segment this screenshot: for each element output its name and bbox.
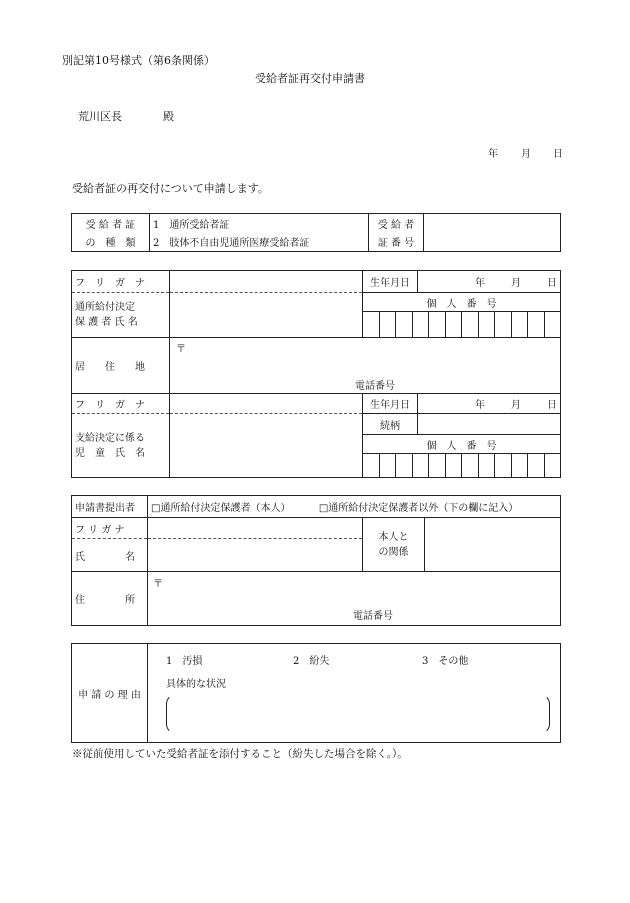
option-self-checkbox[interactable]: □通所給付決定保護者（本人）	[151, 503, 291, 514]
applicant-relation-field[interactable]	[425, 518, 561, 572]
guardian-child-table	[71, 270, 561, 478]
date-day-label: 日	[553, 149, 563, 160]
reason-detail-label: 具体的な状況	[166, 679, 226, 690]
date-month-label: 月	[521, 149, 531, 160]
cert-option-1[interactable]: 1 通所受給者証	[150, 214, 369, 233]
guardian-mynumber-label: 個 人 番 号	[363, 293, 561, 312]
guardian-dob-label: 生年月日	[363, 271, 418, 293]
reason-field	[148, 644, 561, 743]
guardian-name-label	[72, 293, 170, 338]
honorific: 殿	[163, 110, 174, 123]
cert-number-field[interactable]	[424, 214, 561, 252]
child-dob-label: 生年月日	[363, 394, 418, 414]
applicant-postal-mark: 〒	[153, 579, 163, 590]
child-name-label-1: 支給決定に係る	[75, 432, 145, 444]
applicant-address-label: 住 所	[72, 572, 148, 626]
guardian-dob-month: 月	[511, 278, 521, 289]
guardian-phone-label: 電話番号	[355, 381, 395, 392]
intro-text: 受給者証の再交付について申請します。	[72, 182, 269, 195]
guardian-name-field[interactable]	[170, 293, 363, 338]
child-dob-month: 月	[511, 400, 521, 411]
cert-type-label-1: 受 給 者 証	[72, 214, 150, 233]
guardian-dob-day: 日	[547, 278, 557, 289]
reason-option-1[interactable]: 1 汚損	[166, 656, 203, 667]
guardian-name-label-1: 通所給付決定	[75, 302, 135, 313]
child-furigana-label: フ リ ガ ナ	[72, 394, 170, 414]
child-furigana-field[interactable]	[170, 394, 363, 414]
form-number: 別記第10号様式（第6条関係）	[62, 54, 215, 67]
child-name-field[interactable]	[170, 414, 363, 478]
child-dob-day: 日	[547, 400, 557, 411]
child-mynumber-label: 個 人 番 号	[363, 435, 561, 454]
guardian-furigana-field[interactable]	[170, 271, 363, 293]
guardian-address-field[interactable]	[170, 338, 561, 394]
child-mynumber-boxes[interactable]	[363, 454, 561, 478]
child-name-label	[72, 414, 170, 478]
date-year-label: 年	[488, 149, 498, 160]
guardian-dob-field[interactable]	[418, 271, 561, 293]
guardian-postal-mark: 〒	[176, 344, 186, 355]
applicant-address-field[interactable]	[148, 572, 561, 626]
certificate-table	[71, 213, 561, 252]
applicant-relation-label-1: 本人と	[378, 531, 409, 543]
child-relation-label: 続柄	[363, 414, 418, 435]
reason-label: 申 請 の 理 由	[72, 644, 148, 743]
reason-option-3[interactable]: 3 その他	[422, 656, 469, 667]
guardian-furigana-label: フ リ ガ ナ	[72, 271, 170, 293]
applicant-name-label: 氏 名	[72, 539, 148, 572]
reason-table	[71, 643, 561, 743]
child-dob-field[interactable]	[418, 394, 561, 414]
cert-number-label-2: 証 番 号	[369, 233, 424, 252]
form-title: 受給者証再交付申請書	[255, 72, 365, 85]
cert-option-2[interactable]: 2 肢体不自由児通所医療受給者証	[150, 233, 369, 252]
applicant-relation-label	[363, 518, 425, 572]
child-relation-field[interactable]	[418, 414, 561, 435]
reason-detail-field[interactable]	[166, 694, 550, 734]
child-dob-year: 年	[475, 400, 485, 411]
applicant-table	[71, 495, 561, 626]
applicant-furigana-field[interactable]	[148, 518, 363, 539]
addressee: 荒川区長	[78, 110, 122, 123]
child-name-label-2: 児 童 氏 名	[75, 447, 145, 459]
guardian-mynumber-boxes[interactable]	[363, 312, 561, 338]
option-other-checkbox[interactable]: □通所給付決定保護者以外（下の欄に記入）	[318, 503, 519, 514]
submitter-options	[148, 496, 561, 518]
applicant-furigana-label: フ リ ガ ナ	[72, 518, 148, 539]
cert-number-label-1: 受 給 者	[369, 214, 424, 233]
applicant-name-field[interactable]	[148, 539, 363, 572]
guardian-address-label: 居 住 地	[72, 338, 170, 394]
reason-option-2[interactable]: 2 紛失	[293, 656, 330, 667]
guardian-name-label-2: 保 護 者 氏 名	[75, 317, 138, 328]
cert-type-label-2: の 種 類	[72, 233, 150, 252]
applicant-relation-label-2: の関係	[378, 546, 409, 558]
submitter-label: 申請書提出者	[72, 496, 148, 518]
applicant-phone-label: 電話番号	[353, 611, 393, 622]
footnote: ※従前使用していた受給者証を添付すること（紛失した場合を除く。）。	[72, 748, 408, 760]
guardian-dob-year: 年	[475, 278, 485, 289]
